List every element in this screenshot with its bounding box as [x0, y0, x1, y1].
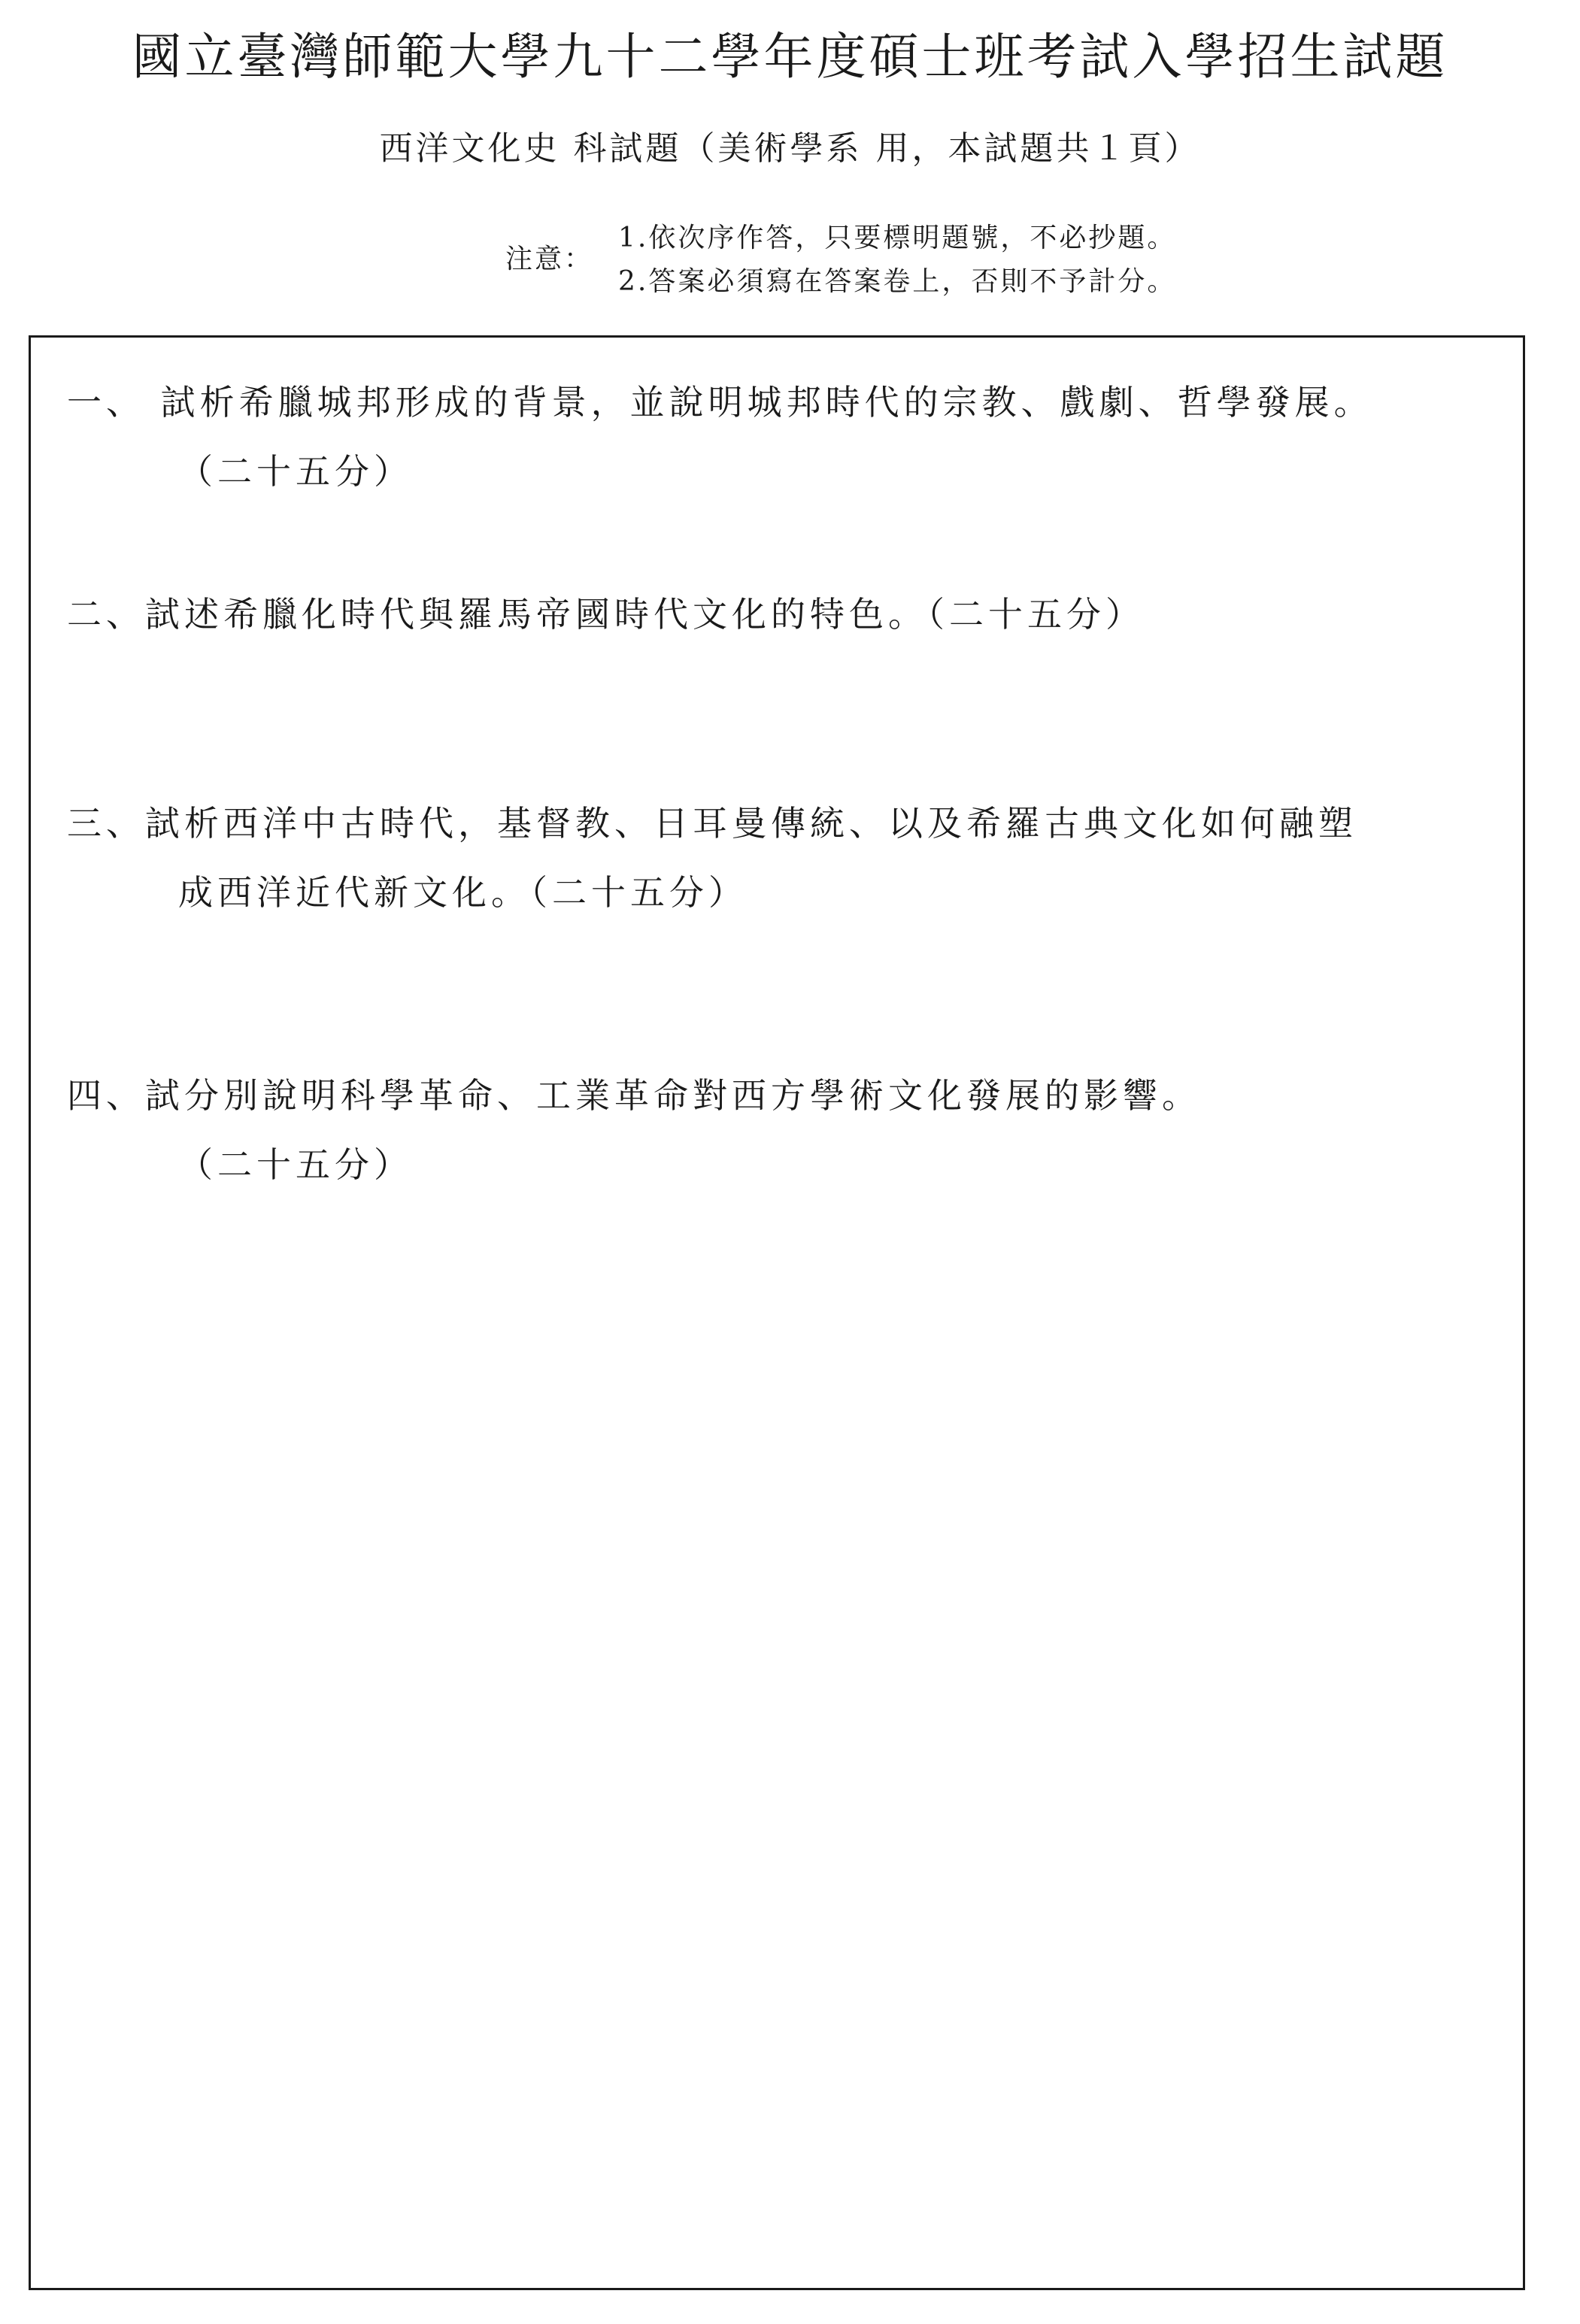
exam-title: 國立臺灣師範大學九十二學年度碩士班考試入學招生試題 — [132, 28, 1448, 86]
question-4-text: 四、試分別說明科學革命、工業革命對西方學術文化發展的影響。 — [67, 1075, 1201, 1116]
question-3-text: 三、試析西洋中古時代，基督教、日耳曼傳統、以及希羅古典文化如何融塑 — [67, 803, 1357, 844]
question-3-continuation: 成西洋近代新文化。（二十五分） — [178, 872, 748, 913]
question-2-text: 二、試述希臘化時代與羅馬帝國時代文化的特色。（二十五分） — [67, 594, 1145, 635]
notes-label: 注意： — [505, 244, 594, 274]
question-1-score: （二十五分） — [178, 451, 413, 492]
notes-list — [618, 217, 1176, 304]
question-1-text: 一、 試析希臘城邦形成的背景，並說明城邦時代的宗教、戲劇、哲學發展。 — [67, 382, 1373, 423]
question-4 — [67, 1061, 1496, 1199]
question-3 — [67, 789, 1496, 927]
exam-subtitle: 西洋文化史 科試題（美術學系 用，本試題共１頁） — [379, 129, 1201, 168]
question-4-score: （二十五分） — [178, 1144, 413, 1185]
question-2 — [67, 580, 1496, 649]
note-item-2: 2.答案必須寫在答案卷上，否則不予計分。 — [618, 266, 1177, 297]
note-item-1: 1.依次序作答，只要標明題號，不必抄題。 — [618, 223, 1177, 253]
question-1 — [67, 368, 1496, 506]
question-box — [29, 335, 1525, 2290]
notes-section — [505, 217, 1333, 307]
